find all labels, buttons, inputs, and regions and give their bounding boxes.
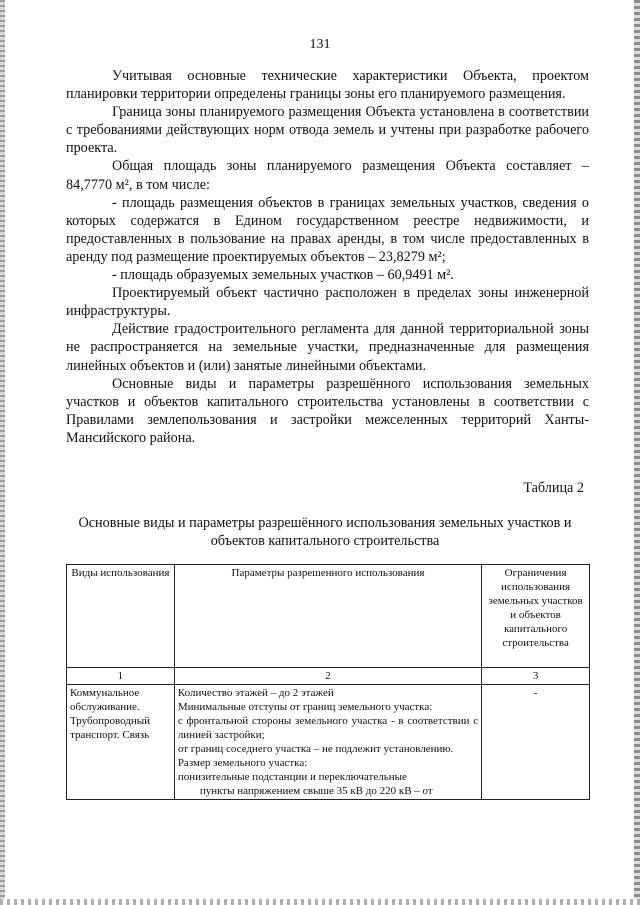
parameter-line: Размер земельного участка: [177, 757, 308, 769]
header-use-type: Виды использования [67, 565, 175, 668]
parameter-line: понизительные подстанции и переключательные [177, 771, 407, 783]
parameter-line: с фронтальной стороны земельного участка - в соответствии с линией застройки; [177, 715, 479, 741]
paragraph: Основные виды и параметры разрешённого использования земельных участков и объектов капитального строительства установлены в соответствии с Правилами землепользования и застройки межселенных территорий Ханты-Мансийского района. [66, 375, 589, 446]
header-parameters: Параметры разрешенного использования [174, 565, 481, 668]
restrictions-value: - [533, 687, 538, 699]
paragraph: - площадь образуемых земельных участков – 60,9491 м². [112, 267, 454, 284]
paragraph: Граница зоны планируемого размещения Объекта установлена в соответствии с требованиями действующих норм отвода земель и учтены при разработке рабочего проекта. [66, 104, 589, 157]
paragraph: - площадь размещения объектов в границах земельных участков, сведения о которых содержатся в Едином государственном реестре недвижимости, и предоставленных в пользование на правах аренды, в том числе предоставленных в аренду под размещение проектируемых объектов – 23,8279 м²; [66, 194, 589, 265]
paragraph: Учитывая основные технические характеристики Объекта, проектом планировки территории определены границы зоны его планируемого размещения. [66, 68, 589, 103]
parameter-line: Минимальные отступы от границ земельного участка: [177, 701, 433, 713]
table-number-row [67, 668, 590, 685]
header-restrictions: Ограничения использования земельных участков и объектов капитального строительства [482, 565, 590, 668]
table-header-row [67, 565, 590, 668]
parameters-cell [174, 685, 481, 800]
table-caption: Таблица 2 [523, 480, 584, 496]
body-text [66, 67, 589, 447]
parameter-line: пункты напряжением свыше 35 кВ до 220 кВ – от [199, 785, 433, 797]
parameter-line: Количество этажей – до 2 этажей [177, 687, 334, 699]
parameters-table [66, 564, 590, 800]
scan-edge-bottom [0, 899, 640, 905]
column-number: 2 [174, 668, 481, 685]
table-title: Основные виды и параметры разрешённого использования земельных участков и объектов капитального строительства [78, 515, 572, 549]
parameter-line: от границ соседнего участка – не подлежит установлению. [177, 743, 454, 755]
page-number: 131 [309, 37, 331, 52]
use-type-cell: Коммунальное обслуживание. Трубопроводный транспорт. Связь [67, 685, 175, 800]
restrictions-cell [482, 685, 590, 800]
paragraph: Проектируемый объект частично расположен в пределах зоны инженерной инфраструктуры. [66, 285, 589, 320]
table-row [67, 685, 590, 800]
scan-edge-right [634, 0, 640, 905]
scan-edge-left [0, 0, 5, 905]
column-number: 1 [67, 668, 175, 685]
column-number: 3 [482, 668, 590, 685]
paragraph: Действие градостроительного регламента для данной территориальной зоны не распространяется на земельные участки, предназначенные для размещения линейных объектов и (или) занятые линейными объектами. [66, 321, 589, 374]
paragraph: Общая площадь зоны планируемого размещения Объекта составляет – 84,7770 м², в том числе: [66, 158, 589, 193]
